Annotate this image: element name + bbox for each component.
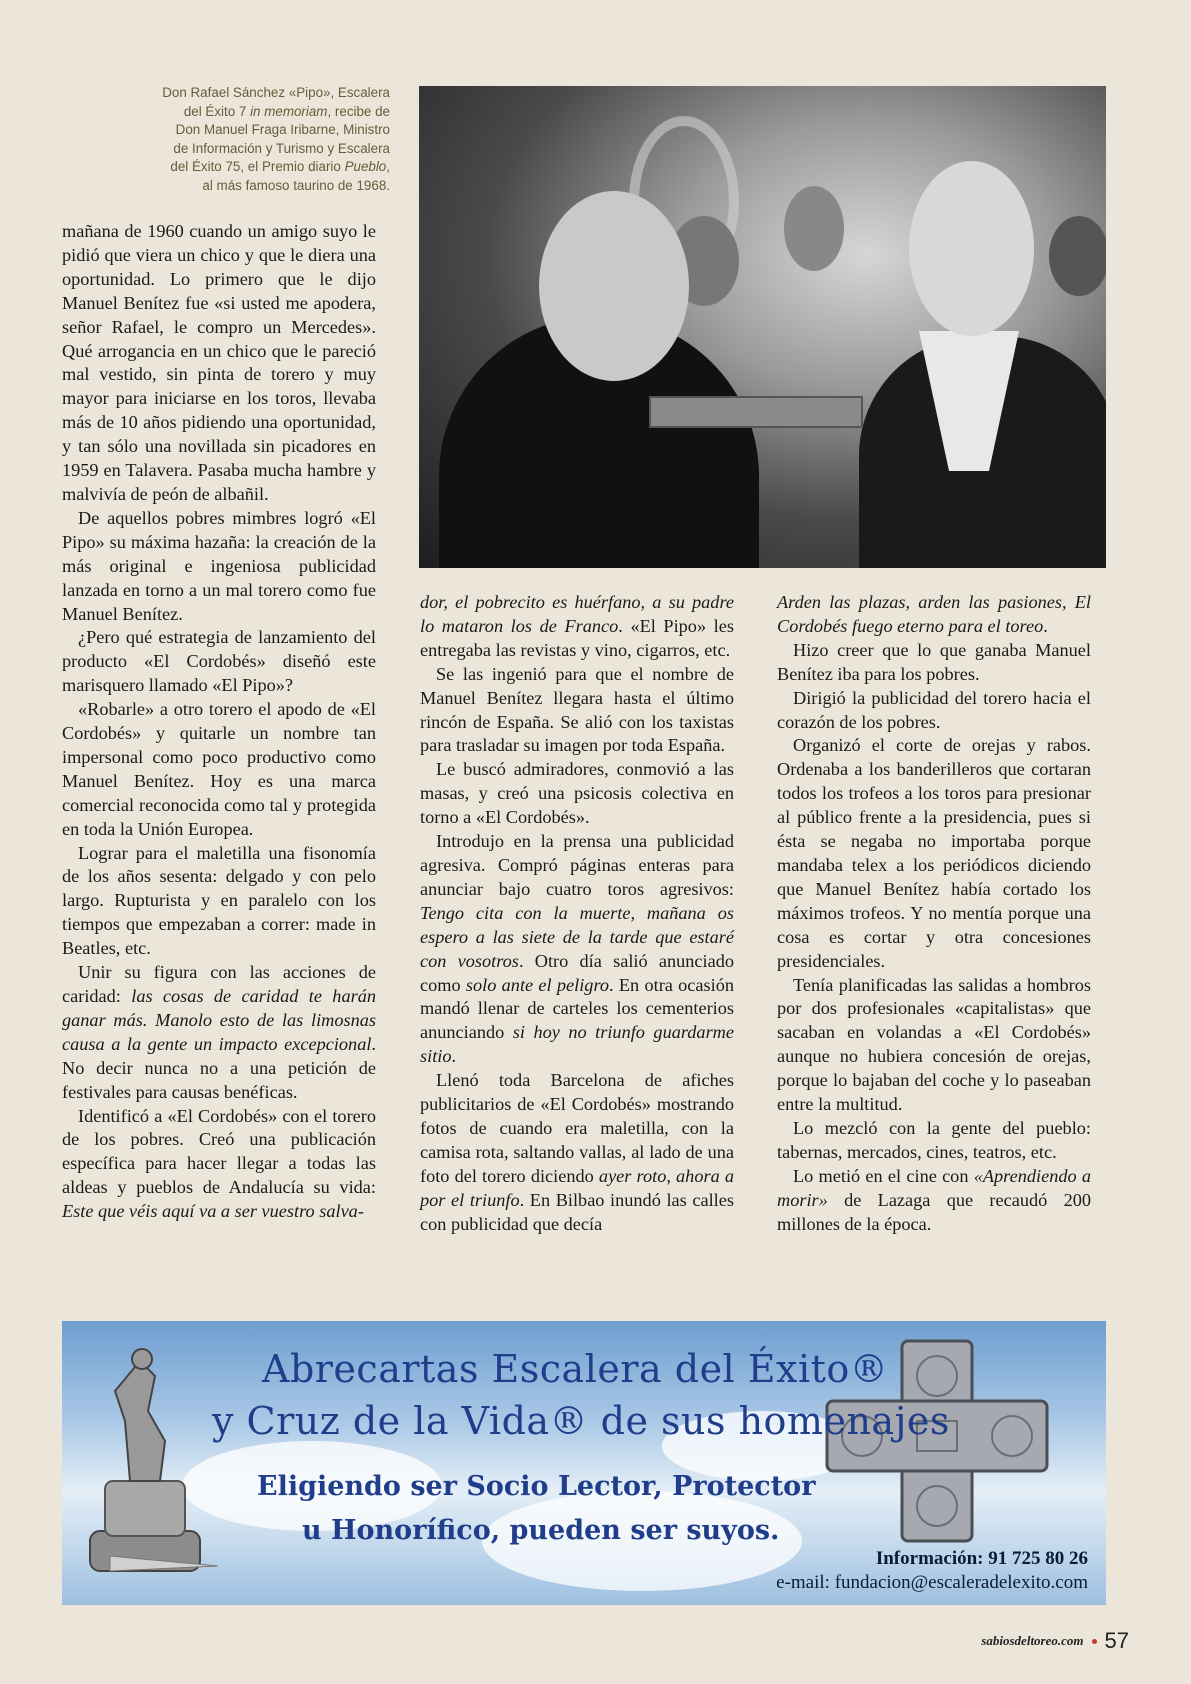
ad-title-line-1: Abrecartas Escalera del Éxito® bbox=[262, 1347, 889, 1391]
award-photo bbox=[419, 86, 1106, 568]
paragraph: ¿Pero qué estrategia de lanzamiento del producto «El Cordobés» diseñó este marisquero llamado «El Pipo»? bbox=[62, 627, 376, 696]
paragraph: Identificó a «El Cordobés» con el torero de los pobres. Creó una publicación específica para hacer llegar a todas las aldeas y pueblos de Andalucía su vida: Este que véis aquí va a ser vuestro salva- bbox=[62, 1105, 376, 1222]
article-column-1 bbox=[62, 220, 376, 1224]
paragraph: Llenó toda Barcelona de afiches publicitarios de «El Cordobés» mostrando fotos de cuando era maletilla, con la camisa rota, saltando vallas, al lado de una foto del torero diciendo ayer roto, ahora a por el triunfo. En Bilbao inundó las calles con publicidad que decía bbox=[420, 1070, 734, 1234]
photo-person-right-head bbox=[909, 161, 1034, 336]
ad-email: e-mail: fundacion@escaleradelexito.com bbox=[776, 1572, 1088, 1593]
ad-title-line-2: y Cruz de la Vida® de sus homenajes bbox=[212, 1399, 950, 1443]
paragraph: Tenía planificadas las salidas a hombros por dos profesionales «capitalistas» que sacaban en volandas a «El Cordobés» aunque no hubiera concesión de orejas, porque lo bajaban del coche y lo paseaban entre la multitud. bbox=[777, 974, 1091, 1115]
paragraph: Hizo creer que lo que ganaba Manuel Benítez iba para los pobres. bbox=[777, 639, 1091, 684]
caption-line: Don Manuel Fraga Iribarne, Ministro bbox=[175, 122, 390, 138]
caption-line: Don Rafael Sánchez «Pipo», Escalera bbox=[162, 85, 390, 100]
paragraph: Lo mezcló con la gente del pueblo: tabernas, mercados, cines, teatros, etc. bbox=[777, 1117, 1091, 1162]
caption-line: del Éxito 7 in memoriam, recibe de bbox=[183, 103, 390, 119]
photo-award-box bbox=[649, 396, 863, 428]
photo-bg-person bbox=[1049, 216, 1106, 296]
ad-phone: Información: 91 725 80 26 bbox=[875, 1548, 1088, 1569]
paragraph: Lo metió en el cine con «Aprendiendo a morir» de Lazaga que recaudó 200 millones de la época. bbox=[777, 1165, 1092, 1234]
letter-opener-statue-icon bbox=[70, 1331, 220, 1591]
paragraph: dor, el pobrecito es huérfano, a su padre lo mataron los de Franco. «El Pipo» les entregaba las revistas y vino, cigarros, etc. bbox=[420, 592, 734, 660]
caption-line: del Éxito 75, el Premio diario Pueblo, bbox=[170, 159, 390, 175]
caption-line: al más famoso taurino de 1968. bbox=[202, 177, 390, 193]
article-column-3 bbox=[777, 591, 1091, 1236]
bullet-icon bbox=[1092, 1639, 1097, 1644]
paragraph: Organizó el corte de orejas y rabos. Ordenaba a los banderilleros que cortaran todos los trofeos a los toros para presionar al público frente a la presidencia, pues si ésta se negaba no importaba porque mandaba telex a los periódicos diciendo que Manuel Benítez había cortado los máximos trofeos. Y no mentía porque una cosa es cortar y otra concesiones presidenciales. bbox=[777, 735, 1091, 971]
footer-site: sabiosdeltoreo.com bbox=[981, 1633, 1084, 1648]
caption-line: de Información y Turismo y Escalera bbox=[173, 140, 390, 156]
paragraph: Arden las plazas, arden las pasiones, El Cordobés fuego eterno para el toreo. bbox=[777, 592, 1091, 636]
paragraph: Unir su figura con las acciones de caridad: las cosas de caridad te harán ganar más. Manolo esto de las limosnas causa a la gente un impacto excepcional. No decir nunca no a una petición de festivales para causas benéficas. bbox=[62, 962, 376, 1102]
paragraph: De aquellos pobres mimbres logró «El Pipo» su máxima hazaña: la creación de la más original e ingeniosa publicidad lanzada en torno a un mal torero como fue Manuel Benítez. bbox=[62, 507, 376, 624]
ad-subtitle-line-2: u Honorífico, pueden ser suyos. bbox=[302, 1515, 780, 1546]
ad-contact bbox=[776, 1547, 1088, 1595]
page-number: 57 bbox=[1104, 1628, 1129, 1653]
paragraph: «Robarle» a otro torero el apodo de «El Cordobés» y quitarle un nombre tan impersonal como poco productivo como Manuel Benítez. Hoy es una marca comercial reconocida como tal y protegida en toda la Unión Europea. bbox=[62, 699, 376, 839]
page-footer bbox=[981, 1628, 1129, 1654]
paragraph: Le buscó admiradores, conmovió a las masas, y creó una psicosis colectiva en torno a «El Cordobés». bbox=[420, 759, 734, 828]
photo-caption bbox=[88, 84, 390, 196]
article-column-2 bbox=[420, 591, 734, 1236]
paragraph: Se las ingenió para que el nombre de Manuel Benítez llegara hasta el último rincón de España. Se alió con los taxistas para trasladar su imagen por toda España. bbox=[420, 663, 734, 756]
advertisement-banner bbox=[62, 1321, 1106, 1605]
paragraph: mañana de 1960 cuando un amigo suyo le pidió que viera un chico y que le diera una oportunidad. Lo primero que le dijo Manuel Benítez fue «si usted me apodera, señor Rafael, le compro un Mercedes». Qué arrogancia en un chico que le pareció mal vestido, sin pinta de torero y muy mayor para iniciarse en los toros, llevaba más de 10 años pidiendo una oportunidad, y tan sólo una novillada sin picadores en 1959 en Talavera. Pasaba mucha hambre y malvivía de peón de albañil. bbox=[62, 221, 376, 504]
paragraph: Introdujo en la prensa una publicidad agresiva. Compró páginas enteras para anunciar bajo cuatro toros agresivos: Tengo cita con la muerte, mañana os espero a las siete de la tarde que estaré con vosotros. Otro día salió anunciado como solo ante el peligro. En otra ocasión mandó llenar de carteles los cementerios anunciando si hoy no triunfo guardarme sitio. bbox=[420, 831, 735, 1067]
paragraph: Lograr para el maletilla una fisonomía de los años sesenta: delgado y con pelo largo. Rupturista y en paralelo con los tiempos que empezaban a correr: made in Beatles, etc. bbox=[62, 842, 376, 959]
ad-subtitle-line-1: Eligiendo ser Socio Lector, Protector bbox=[257, 1471, 816, 1502]
photo-person-left-head bbox=[539, 191, 689, 381]
paragraph: Dirigió la publicidad del torero hacia el corazón de los pobres. bbox=[777, 687, 1091, 732]
photo-bg-person bbox=[784, 186, 844, 271]
